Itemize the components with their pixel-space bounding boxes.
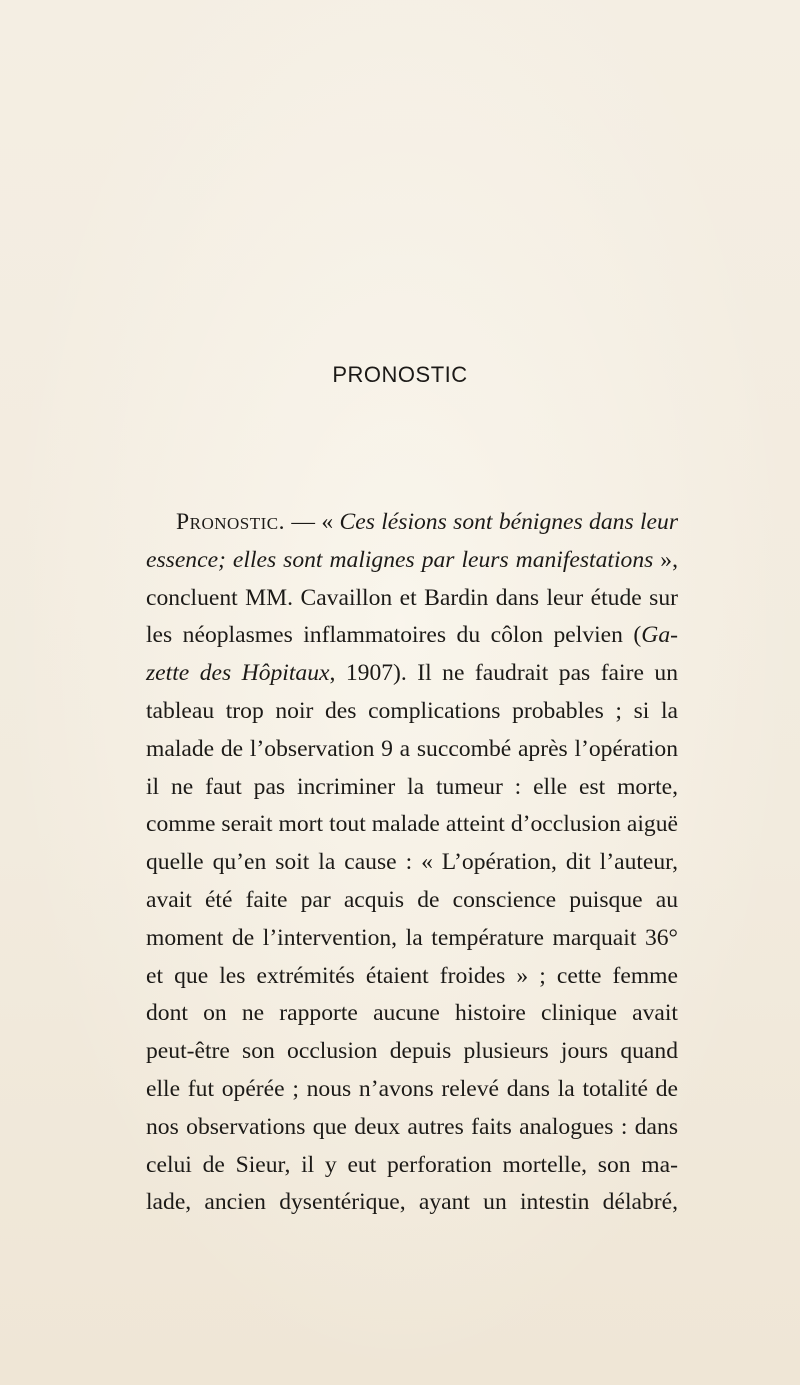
text-run: comme serait mort tout malade atteint d’occlusion aiguë [146,811,678,838]
body-paragraph [146,504,678,1222]
text-run: elle fut opérée ; nous n’avons relevé dans la totalité de [146,1075,678,1102]
text-line [146,542,678,580]
text-line [146,958,678,996]
text-run: , 1907). Il ne faudrait pas faire un [329,660,678,687]
text-run: malade de l’observation 9 a succombé après l’opération [146,735,678,762]
italic-text: Ga- [641,622,678,649]
text-line [146,882,678,920]
text-run: moment de l’intervention, la température marquait 36° [146,924,678,951]
text-line [146,1033,678,1071]
section-label: Pronostic. [176,509,286,535]
text-run: lade, ancien dysentérique, ayant un intestin délabré, [146,1189,678,1216]
text-run: », [653,546,678,573]
text-run: quelle qu’en soit la cause : « L’opération, dit l’auteur, [146,849,678,876]
text-line [146,504,678,542]
italic-text: essence; elles sont malignes par leurs manifestations [146,546,654,573]
text-line [146,693,678,731]
text-line [146,844,678,882]
text-line [146,995,678,1033]
text-run: — « [285,509,340,535]
text-run: peut-être son occlusion depuis plusieurs jours quand [146,1038,678,1065]
text-run: celui de Sieur, il y eut perforation mortelle, son ma- [146,1151,678,1178]
text-line [146,1071,678,1109]
text-line [146,1109,678,1147]
text-run: et que les extrémités étaient froides » ; cette femme [146,962,678,989]
text-run: avait été faite par acquis de conscience puisque au [146,886,678,913]
text-line [146,806,678,844]
text-run: les néoplasmes inflammatoires du côlon pelvien ( [146,622,642,649]
text-line [146,731,678,769]
text-line [146,920,678,958]
text-line [146,1147,678,1185]
text-run: dont on ne rapporte aucune histoire clinique avait [146,1000,678,1027]
text-line [146,580,678,618]
text-line [146,655,678,693]
text-run: concluent MM. Cavaillon et Bardin dans leur étude sur [146,584,678,611]
text-line [146,1184,678,1222]
text-run: il ne faut pas incriminer la tumeur : elle est morte, [146,773,678,800]
text-line [146,617,678,655]
text-run: nos observations que deux autres faits analogues : dans [146,1113,678,1140]
text-run: tableau trop noir des complications probables ; si la [146,697,678,724]
italic-text: Ces lésions sont bénignes dans leur [339,509,678,535]
italic-text: zette des Hôpitaux [146,660,330,687]
text-line [146,769,678,807]
page-heading: PRONOSTIC [332,362,468,387]
